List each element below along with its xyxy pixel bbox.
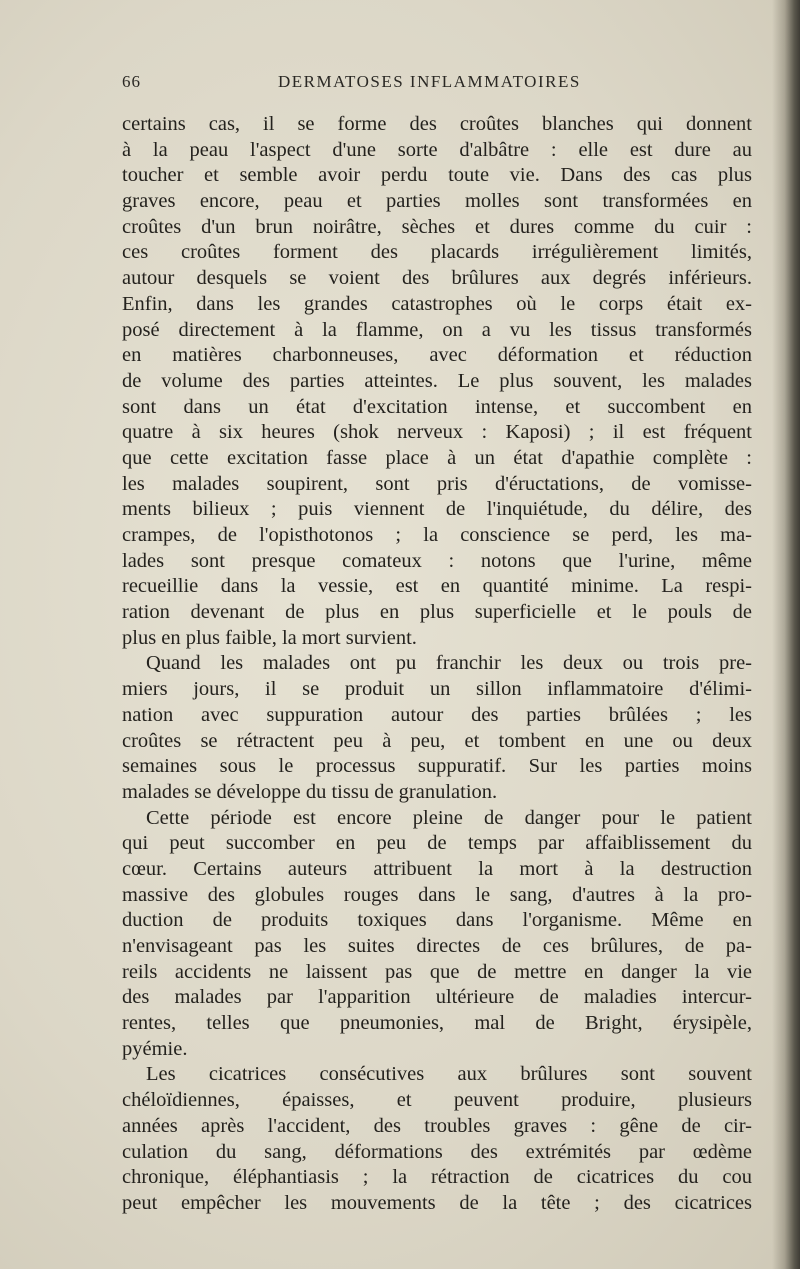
text-line: les malades soupirent, sont pris d'éructations, de vomisse- [122, 472, 752, 495]
text-line: lades sont presque comateux : notons que l'urine, même [122, 549, 752, 572]
text-line: années après l'accident, des troubles graves : gêne de cir- [122, 1114, 752, 1137]
text-line: n'envisageant pas les suites directes de ces brûlures, de pa- [122, 935, 752, 957]
text-line: semaines sous le processus suppuratif. Sur les parties moins [122, 755, 752, 778]
text-line: croûtes se rétractent peu à peu, et tombent en une ou deux [122, 729, 752, 752]
text-line: chronique, éléphantiasis ; la rétraction de cicatrices du cou [122, 1166, 752, 1189]
text-line: qui peut succomber en peu de temps par affaiblissement du [122, 832, 752, 855]
text-line: que cette excitation fasse place à un état d'apathie complète : [122, 446, 752, 469]
text-line: malades se développe du tissu de granulation. [122, 780, 498, 803]
text-line: ces croûtes forment des placards irrégulièrement limités, [122, 241, 752, 264]
text-line: posé directement à la flamme, on a vu les tissus transformés [122, 318, 752, 341]
text-line: en matières charbonneuses, avec déformation et réduction [122, 344, 752, 367]
text-line: nation avec suppuration autour des parties brûlées ; les [122, 703, 752, 726]
text-line: miers jours, il se produit un sillon inflammatoire d'élimi- [122, 678, 752, 701]
page-edge-shadow [772, 0, 800, 1269]
text-line: rentes, telles que pneumonies, mal de Bright, érysipèle, [122, 1012, 752, 1035]
text-line: chéloïdiennes, épaisses, et peuvent produire, plusieurs [122, 1089, 752, 1112]
text-line: toucher et semble avoir perdu toute vie. Dans des cas plus [122, 164, 752, 187]
text-line: Les cicatrices consécutives aux brûlures sont souvent [146, 1063, 752, 1086]
text-line: Cette période est encore pleine de danger pour le patient [146, 806, 752, 829]
running-title: DERMATOSES INFLAMMATOIRES [278, 72, 581, 91]
text-line: graves encore, peau et parties molles sont transformées en [122, 190, 752, 213]
text-line: plus en plus faible, la mort survient. [122, 626, 417, 649]
text-line: ments bilieux ; puis viennent de l'inquiétude, du délire, des [122, 498, 752, 521]
page-header [122, 72, 752, 98]
text-line: quatre à six heures (shok nerveux : Kaposi) ; il est fréquent [122, 421, 752, 444]
text-line: ration devenant de plus en plus superficielle et le pouls de [122, 601, 752, 624]
text-line: à la peau l'aspect d'une sorte d'albâtre : elle est dure au [122, 138, 752, 161]
text-line: Quand les malades ont pu franchir les deux ou trois pre- [146, 652, 752, 675]
text-line: Enfin, dans les grandes catastrophes où le corps était ex- [122, 292, 752, 315]
text-line: reils accidents ne laissent pas que de mettre en danger la vie [122, 960, 752, 983]
text-line: croûtes d'un brun noirâtre, sèches et dures comme du cuir : [122, 215, 752, 238]
text-line: crampes, de l'opisthotonos ; la conscience se perd, les ma- [122, 524, 752, 546]
body-text [122, 112, 752, 1217]
text-line: des malades par l'apparition ultérieure de maladies intercur- [122, 986, 752, 1009]
text-line: de volume des parties atteintes. Le plus souvent, les malades [122, 369, 752, 392]
text-line: recueillie dans la vessie, est en quantité minime. La respi- [122, 575, 752, 598]
text-line: culation du sang, déformations des extrémités par œdème [122, 1140, 752, 1163]
text-line: massive des globules rouges dans le sang, d'autres à la pro- [122, 883, 752, 906]
text-line: certains cas, il se forme des croûtes blanches qui donnent [122, 113, 752, 135]
page-number: 66 [122, 72, 141, 91]
text-line: cœur. Certains auteurs attribuent la mort à la destruction [122, 857, 752, 880]
text-line: peut empêcher les mouvements de la tête ; des cicatrices [122, 1191, 752, 1214]
text-line: pyémie. [122, 1037, 188, 1060]
text-line: autour desquels se voient des brûlures aux degrés inférieurs. [122, 267, 752, 290]
text-line: sont dans un état d'excitation intense, et succombent en [122, 395, 752, 418]
text-line: duction de produits toxiques dans l'organisme. Même en [122, 909, 752, 932]
